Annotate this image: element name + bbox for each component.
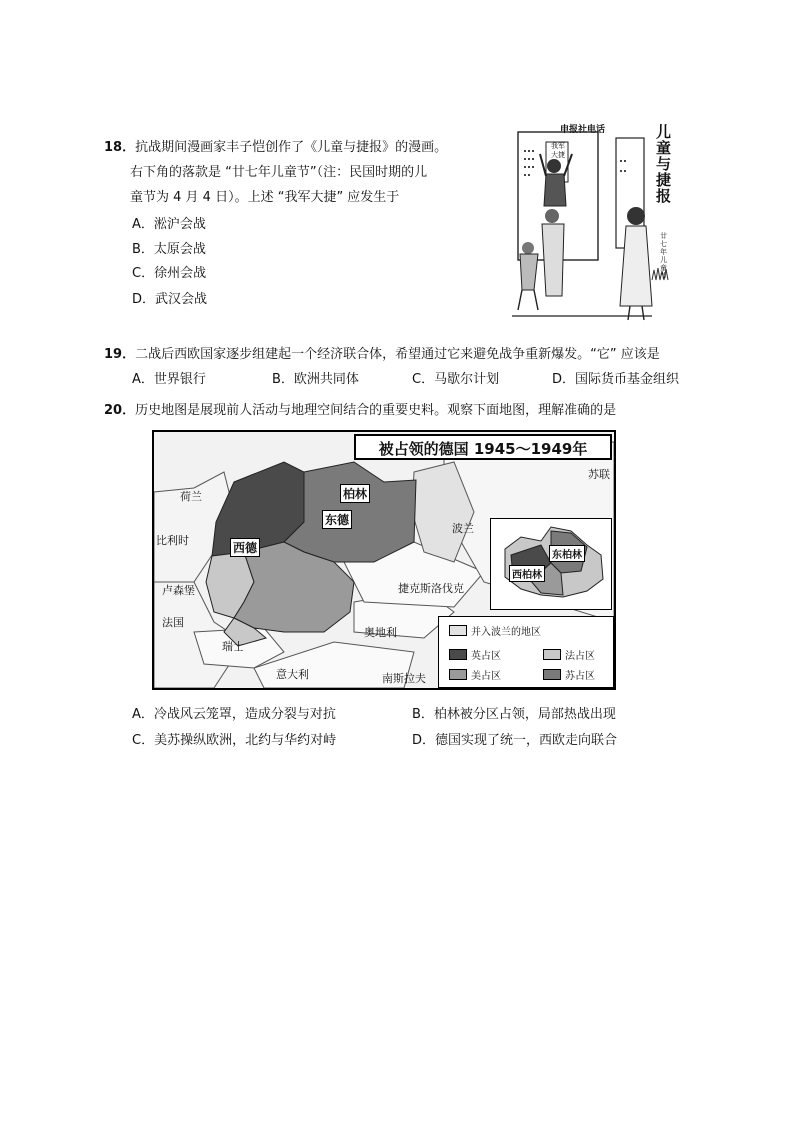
- label-soviet-union: 苏联: [588, 468, 610, 481]
- cartoon-poster: 我军大捷: [551, 142, 565, 159]
- berlin-inset: [490, 518, 612, 610]
- map-legend: [438, 616, 614, 688]
- q20-number: 20．: [104, 403, 136, 418]
- legend-french-zone: 法占区: [565, 651, 595, 662]
- q20-option-d[interactable]: D．德国实现了统一，西欧走向联合: [412, 733, 618, 748]
- label-west-germany: 西德: [230, 538, 260, 557]
- legend-swatch-french: [543, 649, 561, 660]
- q18-option-d[interactable]: D．武汉会战: [132, 292, 208, 307]
- label-east-berlin: 东柏林: [549, 545, 585, 562]
- q20-stem: 历史地图是展现前人活动与地理空间结合的重要史料。观察下面地图，理解准确的是: [135, 403, 617, 418]
- q18-stem-3: 童节为 4 月 4 日）。上述 “我军大捷” 应发生于: [130, 190, 400, 205]
- cartoon-drawing: [512, 120, 674, 328]
- q19-number: 19．: [104, 347, 136, 362]
- q19-option-c[interactable]: C．马歇尔计划: [412, 372, 500, 387]
- legend-swatch-british: [449, 649, 467, 660]
- label-berlin: 柏林: [340, 484, 370, 503]
- label-italy: 意大利: [276, 668, 309, 681]
- legend-swatch-soviet: [543, 669, 561, 680]
- label-france: 法国: [162, 616, 184, 629]
- legend-swatch-american: [449, 669, 467, 680]
- legend-swatch-poland: [449, 625, 467, 636]
- q18-stem-1: 抗战期间漫画家丰子恺创作了《儿童与捷报》的漫画。: [135, 140, 448, 155]
- q19-option-d[interactable]: D．国际货币基金组织: [552, 372, 680, 387]
- map-title: 被占领的德国 1945～1949年: [354, 434, 612, 460]
- q18-line1: [104, 139, 447, 157]
- label-netherlands: 荷兰: [180, 490, 202, 503]
- label-poland: 波兰: [452, 522, 474, 535]
- cartoon-illustration: [512, 120, 674, 328]
- q18-stem-2: 右下角的落款是 “廿七年儿童节”（注：民国时期的儿: [130, 165, 428, 180]
- q19-stem-line: [104, 346, 660, 364]
- q19-stem: 二战后西欧国家逐步组建起一个经济联合体，希望通过它来避免战争重新爆发。“它” 应该是: [135, 347, 660, 362]
- q18-option-c[interactable]: C．徐州会战: [132, 266, 207, 281]
- q18-number: 18．: [104, 140, 136, 155]
- q20-option-a[interactable]: A．冷战风云笼罩，造成分裂与对抗: [132, 707, 336, 722]
- q20-option-b[interactable]: B．柏林被分区占领，局部热战出现: [412, 707, 616, 722]
- cartoon-title: 儿童与捷报: [656, 123, 672, 205]
- q19-option-a[interactable]: A．世界银行: [132, 372, 206, 387]
- q20-option-c[interactable]: C．美苏操纵欧洲，北约与华约对峙: [132, 733, 337, 748]
- cartoon-sign: 申报社电话: [560, 125, 606, 135]
- cartoon-signature: 廿七年儿童节: [660, 232, 667, 280]
- label-austria: 奥地利: [364, 626, 397, 639]
- q20-stem-line: [104, 402, 616, 420]
- legend-british-zone: 英占区: [471, 651, 501, 662]
- legend-soviet-zone: 苏占区: [565, 671, 595, 682]
- label-czechoslovakia: 捷克斯洛伐克: [398, 582, 464, 595]
- label-luxembourg: 卢森堡: [162, 584, 195, 597]
- label-switzerland: 瑞士: [222, 640, 244, 653]
- q18-option-a[interactable]: A．淞沪会战: [132, 217, 206, 232]
- label-yugoslavia: 南斯拉夫: [382, 672, 426, 685]
- label-belgium: 比利时: [156, 534, 189, 547]
- berlin-inset-shape: [491, 519, 611, 609]
- label-east-germany: 东德: [322, 510, 352, 529]
- label-west-berlin: 西柏林: [509, 565, 545, 582]
- occupied-germany-map: [152, 430, 616, 690]
- legend-american-zone: 美占区: [471, 671, 501, 682]
- legend-poland-annexed: 并入波兰的地区: [471, 627, 541, 638]
- q18-option-b[interactable]: B．太原会战: [132, 242, 206, 257]
- q19-option-b[interactable]: B．欧洲共同体: [272, 372, 359, 387]
